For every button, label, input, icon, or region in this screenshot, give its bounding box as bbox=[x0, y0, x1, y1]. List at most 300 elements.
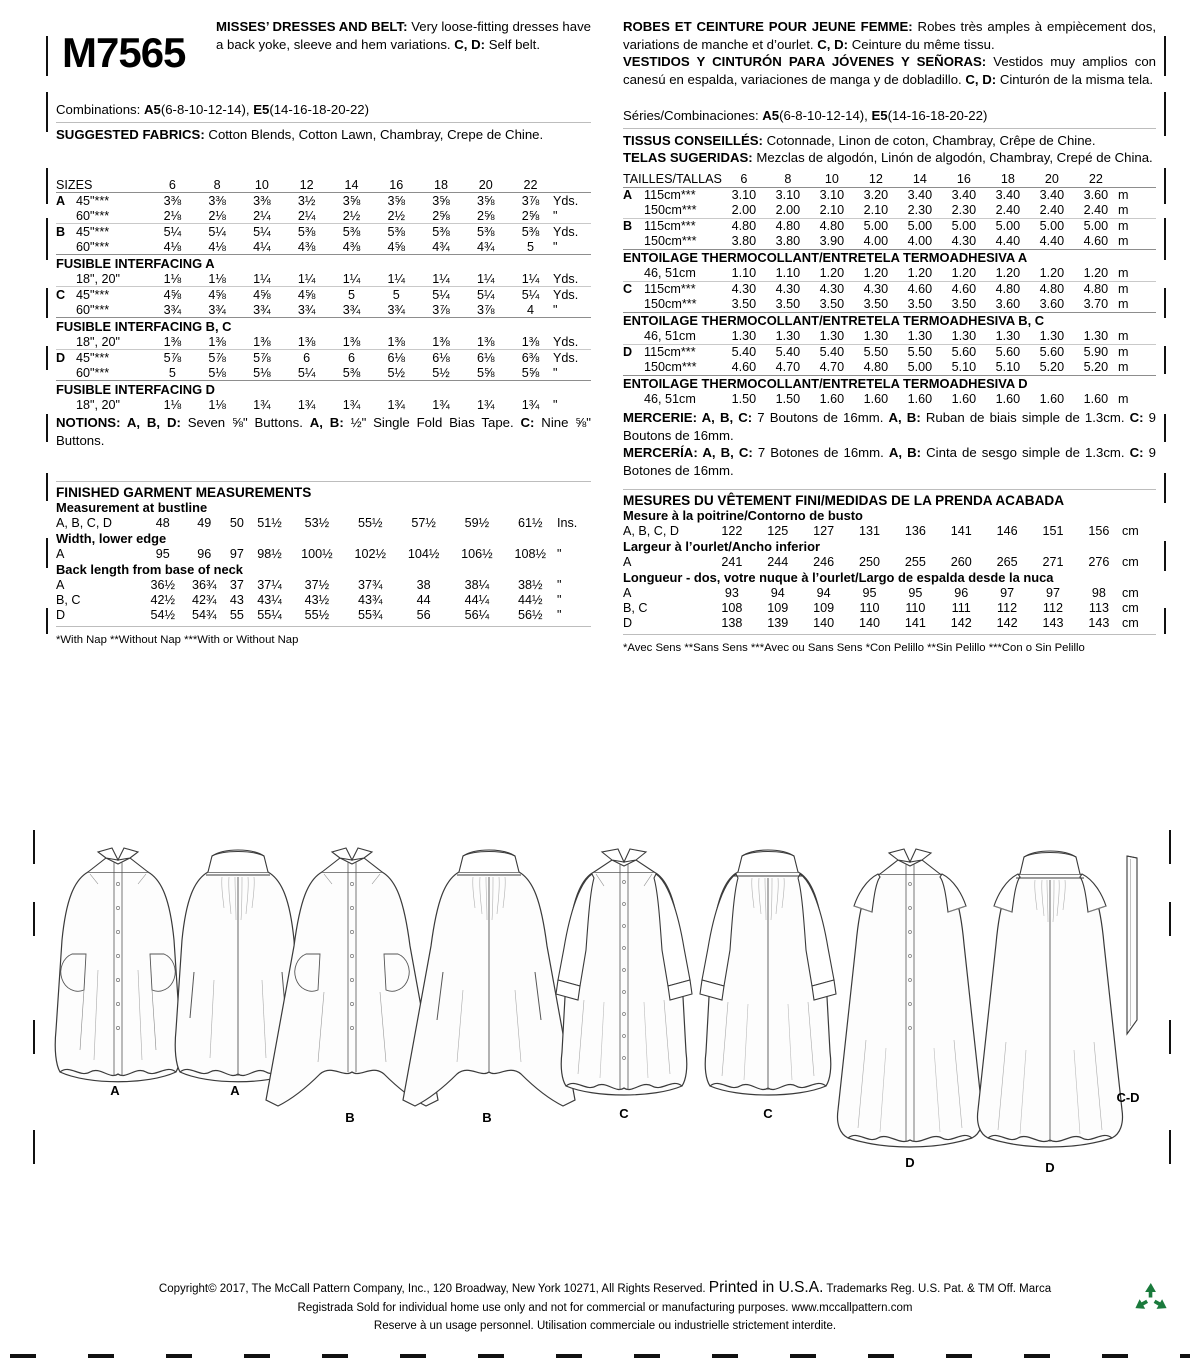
fm-value: 42¾ bbox=[191, 593, 217, 608]
yardage-value: 6 bbox=[329, 350, 374, 366]
notions-text-3-en: Nine ⅝" Buttons. bbox=[56, 415, 591, 448]
yardage-value: 3.90 bbox=[819, 234, 845, 249]
yardage-value: 5.00 bbox=[986, 218, 1030, 234]
yardage-value: 3.80 bbox=[731, 234, 757, 249]
fm-value: 55¾ bbox=[357, 608, 383, 623]
fm-unit: cm bbox=[1122, 586, 1139, 601]
fm-value: 136 bbox=[904, 524, 926, 539]
fm-value: 140 bbox=[859, 616, 881, 631]
fabric-width: 60"*** bbox=[76, 239, 110, 254]
yardage-value: 5.00 bbox=[1074, 218, 1118, 234]
yardage-value: 3.40 bbox=[942, 187, 986, 203]
sizes-label: SIZES bbox=[56, 177, 93, 192]
trademark-text: Trademarks Reg. U.S. Pat. & TM Off. Marca bbox=[823, 1283, 1052, 1295]
fm-value: 96 bbox=[197, 547, 212, 562]
fm-row bbox=[623, 524, 1156, 539]
size-header: 12 bbox=[299, 177, 314, 192]
notions-title-es: MERCERÍA: bbox=[623, 445, 698, 461]
fm-group-heading: Mesure à la poitrine/Contorno de busto bbox=[623, 508, 863, 524]
fm-value: 43½ bbox=[304, 593, 330, 608]
unit-label: m bbox=[1118, 234, 1129, 249]
description-body-es: Vestidos muy amplios con canesú en espalda, variaciones de manga y de dobladillo. bbox=[623, 54, 1156, 87]
description-belt-es: Cinturón de la misma tela. bbox=[996, 71, 1154, 87]
yardage-value: 4.00 bbox=[863, 234, 889, 249]
unit-label: " bbox=[553, 397, 558, 412]
unit-label: " bbox=[553, 208, 558, 223]
description-title-es: VESTIDOS Y CINTURÓN PARA JÓVENES Y SEÑORAS: bbox=[623, 54, 987, 70]
fm-unit: cm bbox=[1122, 616, 1139, 631]
size-header: 20 bbox=[1044, 172, 1059, 187]
fm-value: 55½ bbox=[304, 608, 330, 623]
yardage-value: 1¾ bbox=[476, 397, 495, 412]
table-section-row bbox=[56, 255, 591, 272]
table-row bbox=[623, 266, 1156, 282]
fm-value: 122 bbox=[721, 524, 743, 539]
yardage-value: 5⅛ bbox=[253, 365, 271, 380]
fm-unit: cm bbox=[1122, 524, 1139, 539]
yardage-value: 1.30 bbox=[731, 329, 757, 344]
section-heading: FUSIBLE INTERFACING B, C bbox=[56, 318, 591, 335]
view-letter: A bbox=[56, 193, 76, 209]
yardage-value: 2⅝ bbox=[432, 208, 450, 223]
fabric-width: 150cm*** bbox=[644, 297, 697, 312]
notions-text-3-es: 9 Botones de 16mm. bbox=[623, 445, 1156, 478]
view-letter bbox=[623, 392, 644, 407]
yardage-value: 5½ bbox=[432, 365, 450, 380]
fm-value: 94 bbox=[816, 586, 831, 601]
table-row bbox=[623, 360, 1156, 376]
table-row bbox=[56, 350, 591, 366]
fm-view-label: B, C bbox=[623, 601, 648, 616]
yardage-value: 1.20 bbox=[907, 266, 933, 281]
unit-label: Yds. bbox=[553, 271, 579, 286]
fm-value: 109 bbox=[767, 601, 789, 616]
yardage-value: 5.00 bbox=[942, 218, 986, 234]
yardage-value: 2¼ bbox=[253, 208, 271, 223]
yardage-value: 1.60 bbox=[819, 392, 845, 407]
fm-value: 250 bbox=[859, 555, 881, 570]
fm-unit: cm bbox=[1122, 601, 1139, 616]
size-header: 18 bbox=[433, 177, 448, 192]
size-header: 12 bbox=[868, 172, 883, 187]
fm-value: 108½ bbox=[514, 547, 547, 562]
combinations-english bbox=[56, 101, 591, 119]
yardage-value: 5 bbox=[329, 287, 374, 303]
suggested-fabrics-spanish bbox=[623, 149, 1156, 167]
fm-group-heading-row bbox=[623, 570, 1156, 586]
fm-value: 54½ bbox=[150, 608, 175, 623]
table-section-row bbox=[623, 312, 1156, 329]
yardage-value: 5¼ bbox=[195, 224, 240, 240]
yardage-value: 4⅝ bbox=[284, 287, 329, 303]
yardage-value: 5.00 bbox=[907, 360, 933, 375]
figure-label: A bbox=[110, 1083, 120, 1098]
yardage-value: 5⅞ bbox=[240, 350, 285, 366]
yardage-value: 4.30 bbox=[951, 234, 977, 249]
yardage-value: 1⅛ bbox=[163, 397, 182, 412]
fm-group-heading-row bbox=[56, 562, 591, 578]
yardage-value: 4.80 bbox=[863, 360, 889, 375]
fm-value: 56 bbox=[416, 608, 431, 623]
table-row bbox=[623, 344, 1156, 360]
fm-value: 112 bbox=[997, 601, 1018, 616]
yardage-value: 4.80 bbox=[1030, 281, 1074, 297]
fm-value: 37½ bbox=[304, 578, 330, 593]
yardage-value: 5.60 bbox=[986, 344, 1030, 360]
fm-value: 38½ bbox=[518, 578, 543, 593]
fm-value: 93 bbox=[724, 586, 739, 601]
yardage-value: 3.80 bbox=[775, 234, 801, 249]
notions-text-2-es: Cinta de sesgo simple de 1.3cm. bbox=[921, 445, 1130, 461]
fm-value: 56½ bbox=[518, 608, 543, 623]
yardage-value: 1¾ bbox=[297, 397, 316, 412]
view-letter bbox=[56, 271, 76, 287]
size-header: 18 bbox=[1000, 172, 1015, 187]
combination-e5-sizes-fr: (14-16-18-20-22) bbox=[887, 108, 988, 124]
notions-views-2-en: A, B: bbox=[309, 415, 344, 431]
fm-value: 125 bbox=[767, 524, 789, 539]
fabric-width: 45"*** bbox=[76, 287, 150, 303]
figure-label: B bbox=[345, 1110, 355, 1125]
figure-a-front bbox=[55, 848, 181, 1082]
yardage-value: 3¾ bbox=[342, 302, 361, 317]
figure-label: D bbox=[905, 1155, 915, 1170]
yardage-value: 1⅜ bbox=[387, 334, 405, 349]
fabric-width: 45"*** bbox=[76, 350, 150, 366]
table-row bbox=[623, 297, 1156, 313]
yardage-value: 6⅛ bbox=[463, 350, 508, 366]
yardage-value: 3⅞ bbox=[508, 193, 553, 209]
view-letter bbox=[623, 360, 644, 376]
fabric-width: 115cm*** bbox=[644, 344, 722, 360]
section-heading: ENTOILAGE THERMOCOLLANT/ENTRETELA TERMOADHESIVA B, C bbox=[623, 312, 1156, 329]
yardage-value: 5¼ bbox=[240, 224, 285, 240]
table-header-row bbox=[623, 172, 1156, 188]
fm-value: 38 bbox=[416, 578, 431, 593]
yardage-value: 2⅝ bbox=[521, 208, 540, 223]
fm-value: 61½ bbox=[518, 516, 543, 531]
yardage-value: 4.60 bbox=[942, 281, 986, 297]
fm-value: 55¼ bbox=[257, 608, 282, 623]
yardage-value: 1.30 bbox=[863, 329, 889, 344]
yardage-value: 5⅛ bbox=[208, 365, 226, 380]
fm-value: 98½ bbox=[257, 547, 282, 562]
fabric-width: 150cm*** bbox=[644, 203, 697, 218]
view-letter bbox=[56, 239, 76, 255]
combination-a5: A5 bbox=[143, 102, 161, 118]
fm-value: 142 bbox=[996, 616, 1018, 631]
yardage-value: 5⅝ bbox=[521, 365, 540, 380]
fm-group-heading-row bbox=[56, 531, 591, 547]
yardage-value: 5.00 bbox=[854, 218, 898, 234]
fm-value: 138 bbox=[721, 616, 743, 631]
fm-view-label: A bbox=[56, 578, 65, 593]
fabric-width: 46, 51cm bbox=[644, 329, 696, 344]
fm-value: 54¾ bbox=[191, 608, 217, 623]
yardage-value: 5.10 bbox=[951, 360, 977, 375]
fm-group-heading: Back length from base of neck bbox=[56, 562, 243, 578]
fm-value: 244 bbox=[767, 555, 789, 570]
fabrics-title-fr: TISSUS CONSEILLÉS: bbox=[623, 132, 763, 148]
unit-label: Yds. bbox=[553, 193, 591, 209]
yardage-value: 3.50 bbox=[819, 297, 845, 312]
yardage-value: 1.30 bbox=[907, 329, 933, 344]
fm-row bbox=[56, 547, 591, 562]
fm-row bbox=[56, 516, 591, 531]
yardage-value: 3⅝ bbox=[463, 193, 508, 209]
description-views-cd-es: C, D: bbox=[965, 71, 997, 87]
fm-value: 43¼ bbox=[257, 593, 282, 608]
yardage-value: 4¾ bbox=[432, 239, 450, 254]
view-letter bbox=[56, 365, 76, 381]
yardage-value: 4⅝ bbox=[240, 287, 285, 303]
fm-value: 113 bbox=[1088, 601, 1109, 616]
table-row bbox=[623, 218, 1156, 234]
description-title-fr: ROBES ET CEINTURE POUR JEUNE FEMME: bbox=[623, 19, 913, 34]
yardage-value: 5⅜ bbox=[374, 224, 419, 240]
fm-group-heading-row bbox=[56, 500, 591, 516]
notions-text-1-fr: 7 Boutons de 16mm. bbox=[752, 409, 889, 425]
yardage-value: 2.10 bbox=[863, 203, 889, 218]
fm-value: 59½ bbox=[464, 516, 490, 531]
table-row bbox=[56, 224, 591, 240]
fm-value: 127 bbox=[813, 524, 835, 539]
fm-row bbox=[623, 601, 1156, 616]
unit-label: " bbox=[553, 239, 558, 254]
fabric-width: 46, 51cm bbox=[644, 266, 696, 281]
yardage-value: 1⅛ bbox=[208, 271, 226, 286]
fm-value: 44½ bbox=[518, 593, 543, 608]
yardage-value: 4⅜ bbox=[342, 239, 361, 254]
yardage-value: 1¾ bbox=[342, 397, 361, 412]
fm-value: 143 bbox=[1042, 616, 1064, 631]
fm-value: 110 bbox=[859, 601, 880, 616]
fabric-width: 18", 20" bbox=[76, 397, 120, 412]
unit-label: m bbox=[1118, 344, 1156, 360]
yardage-value: 5 bbox=[374, 287, 419, 303]
yardage-value: 3¾ bbox=[387, 302, 405, 317]
figure-label: A bbox=[230, 1083, 240, 1098]
unit-label: " bbox=[553, 302, 558, 317]
yardage-table-metric bbox=[623, 172, 1156, 407]
fm-value: 97 bbox=[1000, 586, 1015, 601]
yardage-value: 1.30 bbox=[1083, 329, 1109, 344]
yardage-value: 1.20 bbox=[1039, 266, 1065, 281]
yardage-value: 1⅛ bbox=[208, 397, 226, 412]
yardage-value: 4.30 bbox=[854, 281, 898, 297]
yardage-value: 4.70 bbox=[775, 360, 801, 375]
fabric-width: 45"*** bbox=[76, 193, 150, 209]
fm-value: 37¼ bbox=[257, 578, 282, 593]
yardage-value: 5⅜ bbox=[342, 365, 361, 380]
yardage-value: 1.60 bbox=[1039, 392, 1065, 407]
table-section-row bbox=[623, 375, 1156, 392]
fm-value: 37¾ bbox=[357, 578, 383, 593]
table-row bbox=[56, 193, 591, 209]
unit-label: m bbox=[1118, 187, 1156, 203]
fm-view-label: B, C bbox=[56, 593, 81, 608]
view-letter bbox=[623, 329, 644, 345]
yardage-value: 3⅜ bbox=[240, 193, 285, 209]
yardage-value: 1.20 bbox=[951, 266, 977, 281]
fm-value: 44 bbox=[416, 593, 431, 608]
yardage-value: 1⅜ bbox=[342, 334, 361, 349]
size-header: 6 bbox=[740, 172, 748, 187]
yardage-value: 4.60 bbox=[731, 360, 757, 375]
yardage-value: 5.20 bbox=[1039, 360, 1065, 375]
yardage-value: 4⅝ bbox=[150, 287, 195, 303]
fabric-width: 115cm*** bbox=[644, 281, 722, 297]
fm-value: 51½ bbox=[257, 516, 282, 531]
yardage-value: 5.40 bbox=[766, 344, 810, 360]
fm-value: 151 bbox=[1042, 524, 1064, 539]
view-letter bbox=[623, 234, 644, 250]
unit-label: m bbox=[1118, 218, 1156, 234]
yardage-value: 3.10 bbox=[766, 187, 810, 203]
yardage-value: 1.60 bbox=[995, 392, 1021, 407]
fm-value: 36¾ bbox=[191, 578, 217, 593]
view-letter bbox=[56, 302, 76, 318]
yardage-value: 1¼ bbox=[521, 271, 540, 286]
table-row bbox=[56, 239, 591, 255]
notions-views-2-fr: A, B: bbox=[888, 409, 921, 425]
size-header: 16 bbox=[956, 172, 971, 187]
section-heading: FUSIBLE INTERFACING D bbox=[56, 381, 591, 398]
yardage-value: 1¾ bbox=[387, 397, 405, 412]
unit-label: m bbox=[1118, 329, 1129, 344]
fm-view-label: A, B, C, D bbox=[623, 524, 679, 539]
fm-value: 255 bbox=[904, 555, 926, 570]
fm-value: 156 bbox=[1088, 524, 1110, 539]
description-views-cd-en: C, D: bbox=[454, 36, 486, 52]
yardage-value: 3.60 bbox=[1039, 297, 1065, 312]
yardage-value: 5⅞ bbox=[195, 350, 240, 366]
yardage-value: 4⅛ bbox=[163, 239, 182, 254]
fm-unit: " bbox=[557, 593, 562, 608]
yardage-value: 2.30 bbox=[951, 203, 977, 218]
yardage-table-imperial bbox=[56, 177, 591, 412]
yardage-value: 5.00 bbox=[1030, 218, 1074, 234]
yardage-value: 2⅝ bbox=[476, 208, 495, 223]
fm-value: 108 bbox=[721, 601, 743, 616]
yardage-value: 5.00 bbox=[898, 218, 942, 234]
yardage-value: 5⅞ bbox=[150, 350, 195, 366]
garment-illustrations bbox=[0, 830, 1200, 1220]
yardage-value: 4.80 bbox=[810, 218, 854, 234]
yardage-value: 4.60 bbox=[1083, 234, 1109, 249]
combination-a5-sizes-fr: (6-8-10-12-14), bbox=[779, 108, 872, 124]
fm-value: 102½ bbox=[354, 547, 386, 562]
table-row bbox=[56, 271, 591, 287]
fm-value: 110 bbox=[905, 601, 926, 616]
unit-label: m bbox=[1118, 360, 1129, 375]
unit-label: m bbox=[1118, 392, 1129, 407]
yardage-value: 3⅜ bbox=[150, 193, 195, 209]
yardage-value: 2.40 bbox=[1083, 203, 1109, 218]
figure-label: B bbox=[482, 1110, 492, 1125]
yardage-value: 5⅜ bbox=[419, 224, 464, 240]
table-section-row bbox=[623, 249, 1156, 266]
fm-row bbox=[623, 586, 1156, 601]
fm-value: 139 bbox=[767, 616, 789, 631]
yardage-value: 1.20 bbox=[1083, 266, 1109, 281]
fm-value: 97 bbox=[1045, 586, 1060, 601]
figure-label: C bbox=[619, 1106, 629, 1121]
fm-value: 56¼ bbox=[464, 608, 490, 623]
fm-view-label: A bbox=[56, 547, 65, 562]
description-french bbox=[623, 18, 1156, 53]
fm-value: 271 bbox=[1042, 555, 1064, 570]
fm-value: 109 bbox=[813, 601, 835, 616]
yardage-value: 5.20 bbox=[1083, 360, 1109, 375]
table-section-row bbox=[56, 318, 591, 335]
notions-views-1-en: A, B, D: bbox=[120, 415, 181, 431]
table-row bbox=[623, 281, 1156, 297]
size-header: 14 bbox=[912, 172, 927, 187]
finished-measurements-table-metric bbox=[623, 508, 1156, 631]
yardage-value: 6⅛ bbox=[419, 350, 464, 366]
table-row bbox=[56, 334, 591, 350]
notions-views-1-es: A, B, C: bbox=[697, 445, 753, 461]
yardage-value: 1¾ bbox=[253, 397, 271, 412]
fabric-width: 60"*** bbox=[76, 365, 110, 380]
fm-row bbox=[623, 555, 1156, 570]
fm-value: 96 bbox=[954, 586, 969, 601]
yardage-value: 1⅜ bbox=[432, 334, 450, 349]
fm-view-label: A bbox=[623, 555, 632, 570]
figure-belt-cd bbox=[1127, 856, 1137, 1034]
view-letter bbox=[56, 334, 76, 350]
yardage-value: 4.80 bbox=[766, 218, 810, 234]
yardage-value: 1¼ bbox=[432, 271, 450, 286]
notions-spanish bbox=[623, 444, 1156, 479]
yardage-value: 3.50 bbox=[731, 297, 757, 312]
fm-view-label: D bbox=[623, 616, 633, 631]
yardage-value: 3¾ bbox=[253, 302, 271, 317]
fm-value: 95 bbox=[908, 586, 923, 601]
size-header: 10 bbox=[824, 172, 839, 187]
fm-value: 95 bbox=[155, 547, 170, 562]
unit-label: m bbox=[1118, 281, 1156, 297]
size-header: 8 bbox=[784, 172, 792, 187]
fm-value: 241 bbox=[721, 555, 743, 570]
technical-drawings bbox=[0, 830, 1200, 1220]
yardage-value: 5⅜ bbox=[508, 224, 553, 240]
fm-view-label: A, B, C, D bbox=[56, 516, 112, 531]
yardage-value: 5.60 bbox=[942, 344, 986, 360]
footer-line-3: Reserve à un usage personnel. Utilisation commerciale ou industrielle strictement interdite. bbox=[373, 1319, 837, 1332]
size-header: 20 bbox=[478, 177, 493, 192]
yardage-value: 3.50 bbox=[863, 297, 889, 312]
fm-value: 94 bbox=[770, 586, 785, 601]
yardage-value: 3.50 bbox=[951, 297, 977, 312]
yardage-value: 3.60 bbox=[995, 297, 1021, 312]
fabric-width: 18", 20" bbox=[76, 271, 120, 286]
view-letter: B bbox=[623, 218, 644, 234]
english-column bbox=[40, 18, 605, 654]
yardage-value: 5.50 bbox=[854, 344, 898, 360]
yardage-value: 3.50 bbox=[775, 297, 801, 312]
fm-group-heading: Measurement at bustline bbox=[56, 500, 208, 516]
yardage-value: 4⅝ bbox=[195, 287, 240, 303]
fabric-width: 18", 20" bbox=[76, 334, 120, 349]
fm-value: 43¾ bbox=[357, 593, 383, 608]
yardage-value: 1⅜ bbox=[163, 334, 182, 349]
finished-measurements-title-en: FINISHED GARMENT MEASUREMENTS bbox=[56, 484, 312, 500]
fm-value: 50 bbox=[229, 516, 244, 531]
yardage-value: 1.30 bbox=[775, 329, 801, 344]
yardage-value: 3⅝ bbox=[329, 193, 374, 209]
